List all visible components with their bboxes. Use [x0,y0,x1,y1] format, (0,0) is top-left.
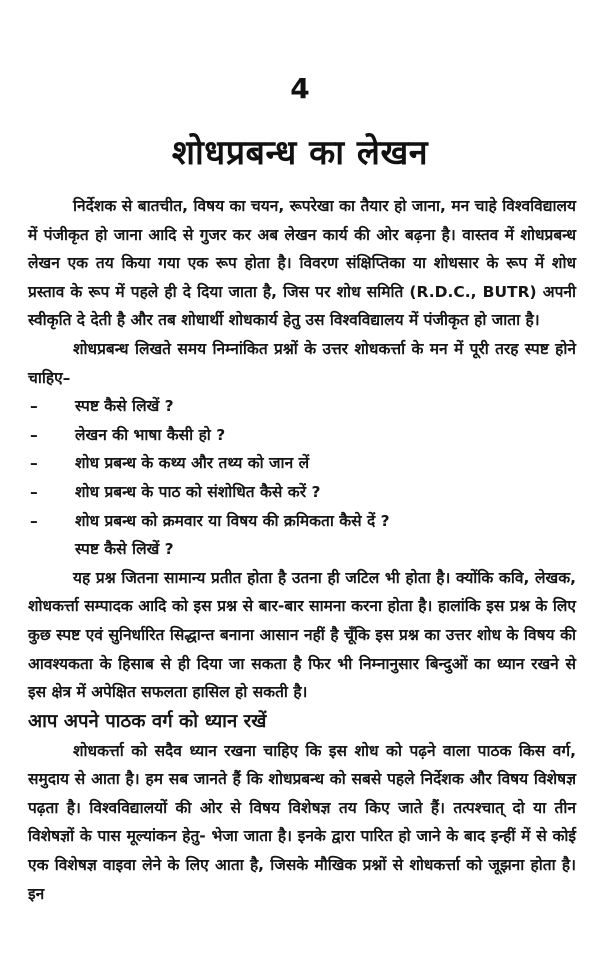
section-heading: आप अपने पाठक वर्ग को ध्यान रखें [28,710,267,732]
list-item-text: शोध प्रबन्ध को क्रमवार या विषय की क्रमिकता कैसे दें ? [75,511,390,530]
dash-bullet: – [30,482,38,501]
list-item [28,507,576,536]
chapter-number: 4 [290,72,310,105]
chapter-title: शोधप्रबन्ध का लेखन [171,133,429,173]
list-item-text: लेखन की भाषा कैसी हो ? [75,425,226,444]
paragraph-intro: निर्देशक से बातचीत, विषय का चयन, रूपरेखा का तैयार हो जाना, मन चाहे विश्वविद्यालय में पंजीकृत हो जाना आदि से गुजर कर अब लेखन कार्य की ओर बढ़ना है। वास्तव में शोधप्रबन्ध लेखन एक तय किया गया एक रूप होता है। विवरण संक्षिप्तिका या शोधसार के रूप में शोध प्रस्ताव के रूप में पहले ही दे दिया जाता है, जिस पर शोध समिति (R.D.C., BUTR) अपनी स्वीकृति दे देती है और तब शोधार्थी शोधकार्य हेतु उस विश्वविद्यालय में पंजीकृत हो जाता है। [28,197,576,330]
list-item [28,449,576,478]
list-item-text: शोध प्रबन्ध के कथ्य और तथ्य को जान लें [75,454,310,473]
list-item-text: शोध प्रबन्ध के पाठ को संशोधित कैसे करें ? [75,482,321,501]
list-item [28,392,576,421]
questions-list [28,392,576,535]
paragraph-readers: शोधकर्त्ता को सदैव ध्यान रखना चाहिए कि इस शोध को पढ़ने वाला पाठक किस वर्ग, समुदाय से आता है। हम सब जानते हैं कि शोधप्रबन्ध को सबसे पहले निर्देशक और विषय विशेषज्ञ पढ़ता है। विश्वविद्यालयों की ओर से विषय विशेषज्ञ तय किए जाते हैं। तत्पश्चात् दो या तीन विशेषज्ञों के पास मूल्यांकन हेतु- भेजा जाता है। इनके द्वारा पारित हो जाने के बाद इन्हीं में से कोई एक विशेषज्ञ वाइवा लेने के लिए आता है, जिसके मौखिक प्रश्नों से शोधकर्त्ता को जूझना होता है। इन [28,741,576,903]
list-item-text: स्पष्ट कैसे लिखें ? [75,397,174,416]
list-item [28,421,576,450]
chapter-body [28,192,576,908]
dash-bullet: – [30,511,38,530]
list-item [28,478,576,507]
dash-bullet: – [30,425,38,444]
subsection-heading: स्पष्ट कैसे लिखें ? [75,540,174,559]
dash-bullet: – [30,397,38,416]
paragraph-questions-intro: शोधप्रबन्ध लिखते समय निम्नांकित प्रश्नों के उत्तर शोधकर्त्ता के मन में पूरी तरह स्पष्ट होने चाहिए– [28,339,576,387]
paragraph-clarity: यह प्रश्न जितना सामान्य प्रतीत होता है उतना ही जटिल भी होता है। क्योंकि कवि, लेखक, शोधकर्त्ता सम्पादक आदि को इस प्रश्न से बार-बार सामना करना होता है। हालांकि इस प्रश्न के लिए कुछ स्पष्ट एवं सुनिर्धारित सिद्धान्त बनाना आसान नहीं है चूँकि इस प्रश्न का उत्तर शोध के विषय की आवश्यकता के हिसाब से ही दिया जा सकता है फिर भी निम्नानुसार बिन्दुओं का ध्यान रखने से इस क्षेत्र में अपेक्षित सफलता हासिल हो सकती है। [28,568,576,702]
dash-bullet: – [30,454,38,473]
